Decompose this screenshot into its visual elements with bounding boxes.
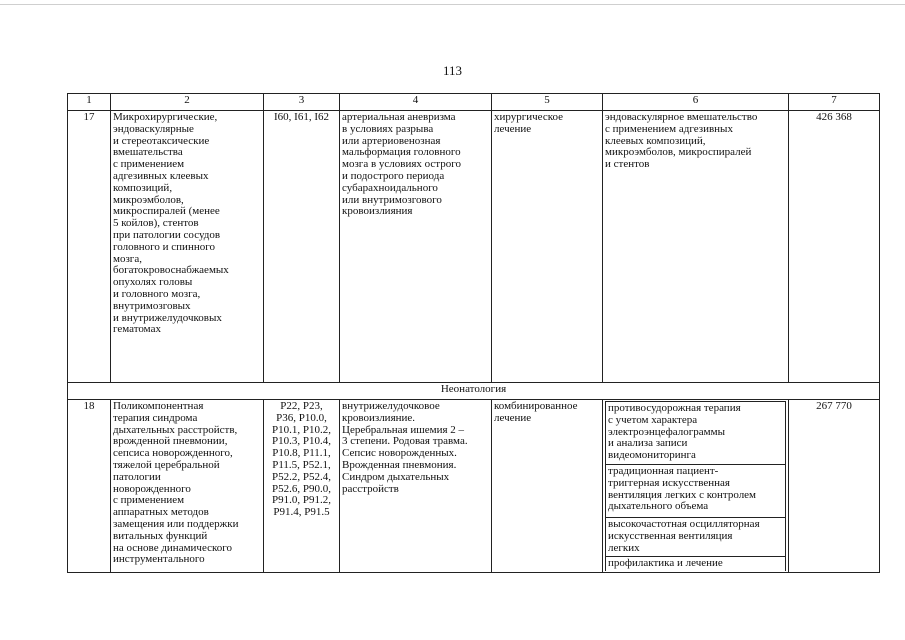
header-col-4: 4 <box>340 94 492 111</box>
norm-cost: 267 770 <box>789 400 880 573</box>
treatment-method: высокочастотная осцилляторная искусственная вентиляция легких <box>606 518 786 557</box>
header-col-7: 7 <box>789 94 880 111</box>
section-row <box>68 383 880 400</box>
treatment-type: хирургическое лечение <box>492 111 603 383</box>
care-type-name: Поликомпонентная терапия синдрома дыхательных расстройств, врожденной пневмонии, сепсиса новорожденного, тяжелой церебральной патологии новорожденного с применением аппаратных методов замещения или поддержки витальных функций на основе динамического инструментального <box>111 400 264 573</box>
treatment-method: профилактика и лечение <box>606 557 786 571</box>
treatment-methods-cell <box>603 400 789 573</box>
header-col-1: 1 <box>68 94 111 111</box>
header-col-5: 5 <box>492 94 603 111</box>
patient-model: артериальная аневризма в условиях разрыва или артериовенозная мальформация головного мозга в условиях острого и подострого периода субарахноидального или внутримозгового кровоизлияния <box>340 111 492 383</box>
table-row-18 <box>68 400 880 573</box>
row-number: 17 <box>68 111 111 383</box>
section-title: Неонатология <box>68 383 880 400</box>
treatment-method: традиционная пациент- триггерная искусственная вентиляция легких с контролем дыхательного объема <box>606 465 786 518</box>
header-row <box>68 94 880 111</box>
page-number: 113 <box>442 63 463 78</box>
patient-model: внутрижелудочковое кровоизлияние. Церебральная ишемия 2 – 3 степени. Родовая травма. Сепсис новорожденных. Врожденная пневмония. Синдром дыхательных расстройств <box>340 400 492 573</box>
row-number: 18 <box>68 400 111 573</box>
icd-codes: P22, P23, P36, P10.0, P10.1, P10.2, P10.3, P10.4, P10.8, P11.1, P11.5, P52.1, P52.2, P52.4, P52.6, P90.0, P91.0, P91.2, P91.4, P91.5 <box>264 400 340 573</box>
care-type-name: Микрохирургические, эндоваскулярные и стереотаксические вмешательства с применением адгезивных клеевых композиций, микроэмболов, микроспиралей (менее 5 койлов), стентов при патологии сосудов головного и спинного мозга, богатокровоснабжаемых опухолях головы и головного мозга, внутримозговых и внутрижелудочковых гематомах <box>111 111 264 383</box>
treatment-methods-list <box>605 401 786 571</box>
header-col-6: 6 <box>603 94 789 111</box>
icd-codes: I60, I61, I62 <box>264 111 340 383</box>
treatment-type: комбинированное лечение <box>492 400 603 573</box>
header-col-3: 3 <box>264 94 340 111</box>
scan-top-edge <box>0 4 905 5</box>
table-row-17 <box>68 111 880 383</box>
hmp-table <box>67 93 880 573</box>
treatment-method: эндоваскулярное вмешательство с применением адгезивных клеевых композиций, микроэмболов, микроспиралей и стентов <box>603 111 789 383</box>
header-col-2: 2 <box>111 94 264 111</box>
norm-cost: 426 368 <box>789 111 880 383</box>
treatment-method: противосудорожная терапия с учетом характера электроэнцефалограммы и анализа записи видеомониторинга <box>606 402 786 465</box>
